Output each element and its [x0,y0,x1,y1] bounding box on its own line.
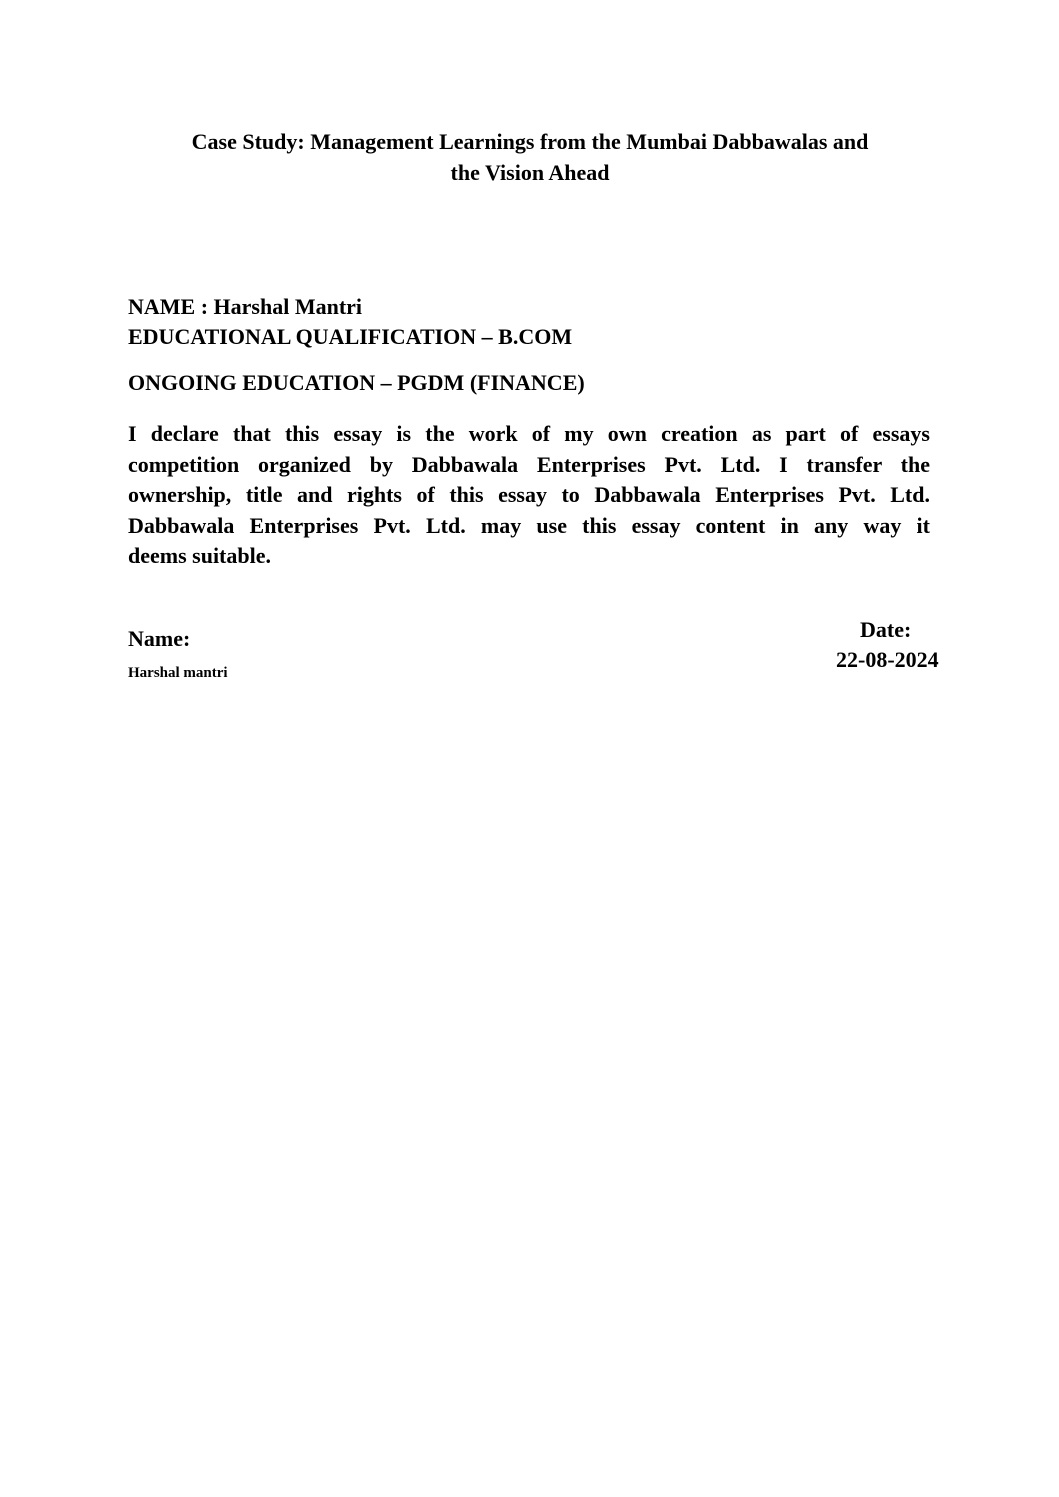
title-line-2: the Vision Ahead [450,160,610,185]
declaration-line: I declare that this essay is the work of my own creation as part of essays [128,421,930,446]
signature-name-label: Name: [128,626,191,651]
declaration-line: deems suitable. [128,543,271,568]
author-name-line: NAME : Harshal Mantri [128,294,363,319]
declaration-line: Dabbawala Enterprises Pvt. Ltd. may use this essay content in any way it [128,512,930,538]
signature-name-value: Harshal mantri [128,665,228,681]
educational-qualification-line: EDUCATIONAL QUALIFICATION – B.COM [128,324,573,349]
ongoing-education-line: ONGOING EDUCATION – PGDM (FINANCE) [128,370,585,395]
date-label: Date: [860,617,912,642]
declaration-paragraph [128,419,930,572]
declaration-line: competition organized by Dabbawala Enterprises Pvt. Ltd. I transfer the [128,451,930,477]
date-value: 22-08-2024 [836,647,939,672]
title-line-1: Case Study: Management Learnings from the Mumbai Dabbawalas and [191,129,869,154]
declaration-line: ownership, title and rights of this essay to Dabbawala Enterprises Pvt. Ltd. [128,482,930,507]
document-title [130,126,930,188]
